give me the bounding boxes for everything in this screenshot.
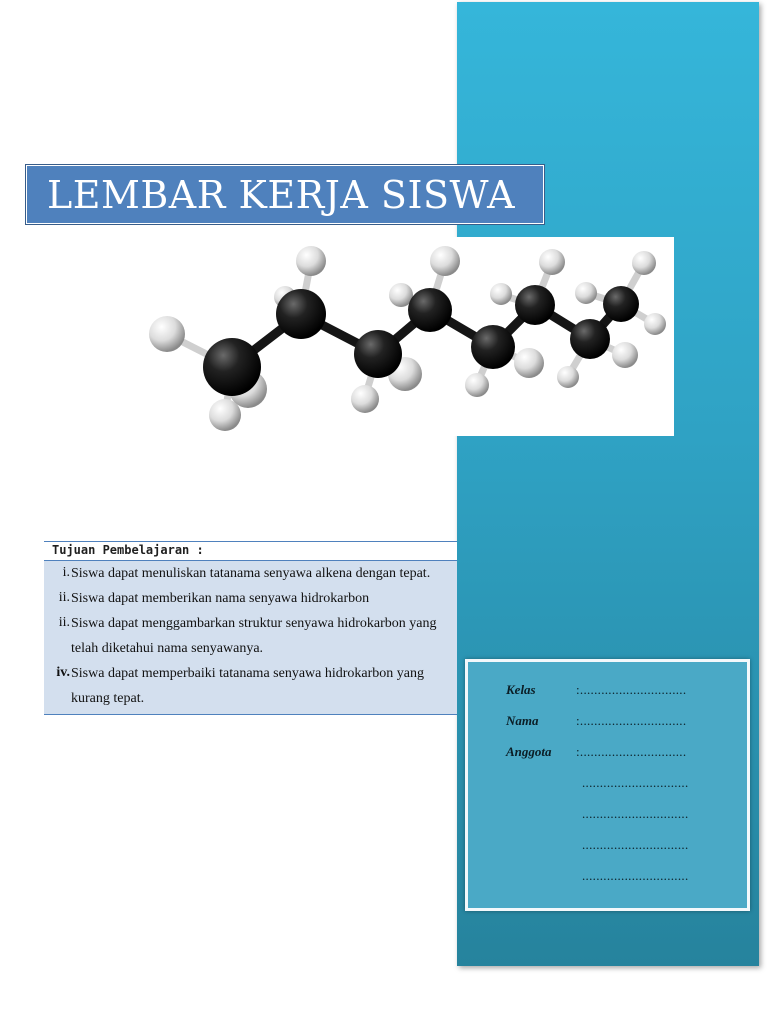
objective-number: ii. <box>58 615 70 630</box>
objective-text: Siswa dapat memberikan nama senyawa hidrokarbon <box>71 591 370 606</box>
objective-number: iv. <box>56 665 70 680</box>
learning-objectives-table <box>44 541 457 715</box>
ball-and-stick-model <box>135 237 674 436</box>
page-title: LEMBAR KERJA SISWA <box>47 173 516 217</box>
objective-text: Siswa dapat memperbaiki tatanama senyawa hidrokarbon yang <box>71 666 424 681</box>
kelas-field[interactable]: :.............................. <box>576 682 687 697</box>
anggota-line[interactable]: .............................. <box>582 837 689 852</box>
objectives-list <box>44 561 457 715</box>
objective-text: Siswa dapat menuliskan tatanama senyawa alkena dengan tepat. <box>71 566 431 581</box>
student-identity-box <box>465 659 750 911</box>
title-banner <box>26 165 544 224</box>
alkane-molecule-image <box>135 237 674 436</box>
objective-text-continued: kurang tepat. <box>71 691 145 706</box>
nama-field[interactable]: :.............................. <box>576 713 687 728</box>
anggota-field[interactable]: :.............................. <box>576 744 687 759</box>
anggota-line[interactable]: .............................. <box>582 806 689 821</box>
anggota-line[interactable]: .............................. <box>582 868 689 883</box>
nama-label: Nama <box>506 713 539 728</box>
objective-number: ii. <box>58 590 70 605</box>
objective-text-continued: telah diketahui nama senyawanya. <box>71 641 264 656</box>
objectives-heading: Tujuan Pembelajaran : <box>52 543 204 557</box>
objectives-header <box>44 541 457 561</box>
anggota-line[interactable]: .............................. <box>582 775 689 790</box>
kelas-label: Kelas <box>506 682 536 697</box>
anggota-label: Anggota <box>506 744 552 759</box>
objective-number: i. <box>62 565 70 580</box>
objective-text: Siswa dapat menggambarkan struktur senyawa hidrokarbon yang <box>71 616 437 631</box>
